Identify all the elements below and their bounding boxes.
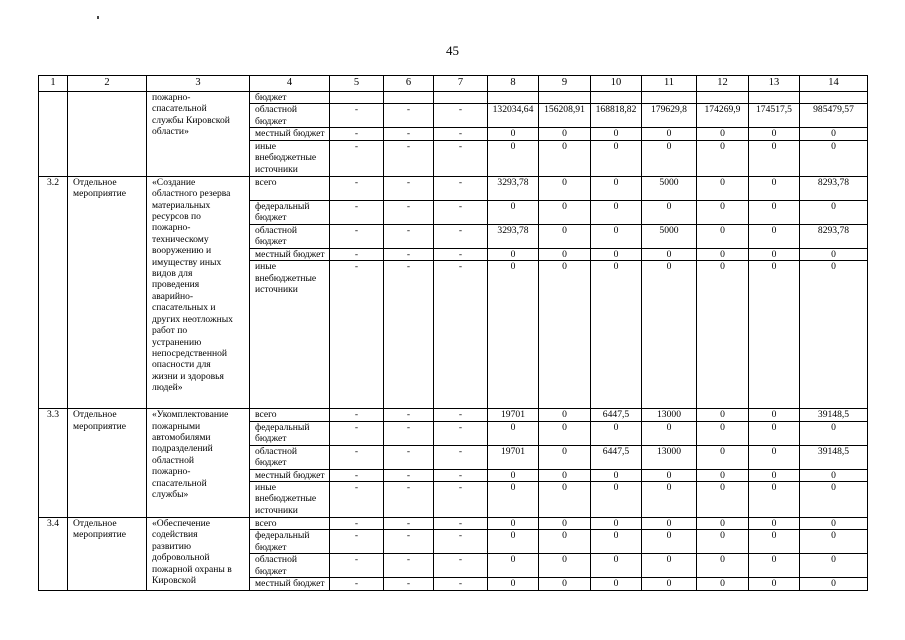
value-cell: -	[434, 469, 488, 481]
value-cell: 0	[697, 248, 749, 260]
column-header: 6	[384, 76, 434, 92]
funding-source: бюджет	[250, 92, 330, 104]
value-cell: 0	[800, 469, 868, 481]
value-cell: 0	[642, 554, 697, 578]
value-cell: 0	[488, 554, 539, 578]
value-cell: 0	[697, 578, 749, 590]
value-cell: 39148,5	[800, 445, 868, 469]
value-cell: 8293,78	[800, 176, 868, 200]
budget-table	[38, 75, 868, 591]
value-cell: 0	[697, 261, 749, 409]
value-cell: 0	[800, 200, 868, 224]
value-cell: 0	[800, 578, 868, 590]
value-cell: 0	[697, 176, 749, 200]
value-cell: 0	[539, 224, 591, 248]
value-cell	[591, 92, 642, 104]
value-cell: -	[434, 140, 488, 176]
value-cell: 19701	[488, 409, 539, 421]
value-cell: -	[330, 482, 384, 518]
header-row	[39, 76, 868, 92]
value-cell: 0	[697, 445, 749, 469]
value-cell: 0	[488, 518, 539, 530]
value-cell	[539, 92, 591, 104]
funding-source: областной бюджет	[250, 554, 330, 578]
table-row	[39, 176, 868, 200]
value-cell: -	[434, 176, 488, 200]
value-cell	[642, 92, 697, 104]
value-cell: 0	[591, 554, 642, 578]
value-cell: 0	[591, 140, 642, 176]
value-cell: 0	[642, 200, 697, 224]
value-cell: 0	[488, 482, 539, 518]
column-header: 5	[330, 76, 384, 92]
value-cell: -	[330, 248, 384, 260]
value-cell: 0	[749, 445, 800, 469]
value-cell: 132034,64	[488, 104, 539, 128]
value-cell: -	[384, 554, 434, 578]
value-cell: 0	[749, 409, 800, 421]
value-cell: -	[384, 176, 434, 200]
value-cell: -	[434, 200, 488, 224]
value-cell: 0	[642, 421, 697, 445]
funding-source: федеральный бюджет	[250, 530, 330, 554]
value-cell: -	[434, 128, 488, 140]
value-cell: 156208,91	[539, 104, 591, 128]
column-header: 14	[800, 76, 868, 92]
value-cell: -	[434, 104, 488, 128]
value-cell: -	[384, 248, 434, 260]
value-cell: 179629,8	[642, 104, 697, 128]
value-cell: 3293,78	[488, 176, 539, 200]
value-cell: 0	[539, 248, 591, 260]
value-cell: 0	[488, 421, 539, 445]
value-cell: 0	[800, 518, 868, 530]
value-cell: 0	[488, 261, 539, 409]
value-cell: -	[384, 128, 434, 140]
column-header: 8	[488, 76, 539, 92]
value-cell: -	[384, 518, 434, 530]
value-cell: 0	[539, 200, 591, 224]
value-cell: 0	[800, 482, 868, 518]
value-cell: 0	[642, 518, 697, 530]
value-cell: 0	[697, 518, 749, 530]
row-number: 3.2	[39, 176, 68, 408]
table-row	[39, 518, 868, 530]
value-cell: -	[434, 554, 488, 578]
value-cell: -	[384, 482, 434, 518]
event-name: «Укомплектование пожарными автомобилями подразделений областной пожарно- спасательной службы»	[147, 409, 250, 518]
value-cell: -	[384, 224, 434, 248]
value-cell: 0	[539, 421, 591, 445]
value-cell: -	[384, 261, 434, 409]
value-cell: 0	[539, 482, 591, 518]
value-cell: -	[384, 578, 434, 590]
value-cell: -	[330, 421, 384, 445]
value-cell: -	[434, 445, 488, 469]
value-cell: 13000	[642, 409, 697, 421]
value-cell	[697, 92, 749, 104]
column-header: 13	[749, 76, 800, 92]
value-cell: 985479,57	[800, 104, 868, 128]
funding-source: областной бюджет	[250, 445, 330, 469]
table-row	[39, 92, 868, 104]
value-cell: -	[330, 445, 384, 469]
value-cell: 0	[591, 128, 642, 140]
value-cell: 0	[697, 409, 749, 421]
value-cell: 6447,5	[591, 445, 642, 469]
value-cell: 0	[488, 248, 539, 260]
value-cell: 13000	[642, 445, 697, 469]
value-cell: -	[384, 140, 434, 176]
value-cell: 0	[591, 261, 642, 409]
value-cell: 3293,78	[488, 224, 539, 248]
value-cell: 0	[488, 140, 539, 176]
value-cell: 0	[697, 421, 749, 445]
value-cell: -	[434, 518, 488, 530]
funding-source: местный бюджет	[250, 128, 330, 140]
value-cell: 8293,78	[800, 224, 868, 248]
value-cell: -	[434, 248, 488, 260]
value-cell: 0	[539, 530, 591, 554]
value-cell: 0	[488, 530, 539, 554]
value-cell: 0	[642, 482, 697, 518]
value-cell: -	[434, 530, 488, 554]
value-cell: 0	[800, 421, 868, 445]
value-cell: 168818,82	[591, 104, 642, 128]
value-cell: -	[434, 409, 488, 421]
value-cell: -	[330, 140, 384, 176]
value-cell: 6447,5	[591, 409, 642, 421]
funding-source: иные внебюджетные источники	[250, 482, 330, 518]
column-header: 1	[39, 76, 68, 92]
value-cell: 0	[642, 261, 697, 409]
value-cell: 0	[591, 578, 642, 590]
value-cell: -	[384, 445, 434, 469]
value-cell: -	[330, 518, 384, 530]
event-type: Отдельное мероприятие	[68, 518, 147, 591]
event-name: пожарно- спасательной службы Кировской области»	[147, 92, 250, 177]
value-cell: -	[384, 469, 434, 481]
value-cell: 0	[591, 518, 642, 530]
funding-source: всего	[250, 518, 330, 530]
value-cell: 0	[591, 482, 642, 518]
value-cell: 0	[800, 554, 868, 578]
value-cell: 0	[539, 518, 591, 530]
value-cell: 0	[591, 421, 642, 445]
value-cell: 0	[697, 128, 749, 140]
column-header: 4	[250, 76, 330, 92]
value-cell: 0	[749, 518, 800, 530]
value-cell: -	[330, 469, 384, 481]
value-cell: 0	[697, 554, 749, 578]
value-cell: 0	[591, 530, 642, 554]
column-header: 3	[147, 76, 250, 92]
value-cell: 0	[749, 482, 800, 518]
value-cell: 0	[749, 176, 800, 200]
value-cell: 0	[697, 140, 749, 176]
row-number: 3.4	[39, 518, 68, 591]
column-header: 12	[697, 76, 749, 92]
funding-source: областной бюджет	[250, 224, 330, 248]
value-cell: 0	[749, 128, 800, 140]
funding-source: всего	[250, 409, 330, 421]
value-cell: 0	[697, 469, 749, 481]
value-cell: -	[330, 104, 384, 128]
value-cell: 0	[539, 409, 591, 421]
value-cell: 0	[749, 248, 800, 260]
value-cell: -	[434, 261, 488, 409]
value-cell: 0	[749, 140, 800, 176]
value-cell	[330, 92, 384, 104]
value-cell: 5000	[642, 176, 697, 200]
value-cell: 0	[749, 578, 800, 590]
value-cell: 0	[488, 469, 539, 481]
value-cell: 0	[539, 140, 591, 176]
value-cell: 174517,5	[749, 104, 800, 128]
value-cell: 0	[539, 128, 591, 140]
column-header: 2	[68, 76, 147, 92]
funding-source: федеральный бюджет	[250, 200, 330, 224]
table-row	[39, 409, 868, 421]
value-cell	[434, 92, 488, 104]
value-cell: 0	[749, 554, 800, 578]
value-cell: 174269,9	[697, 104, 749, 128]
value-cell: 0	[591, 176, 642, 200]
value-cell: 0	[800, 248, 868, 260]
value-cell: -	[434, 578, 488, 590]
value-cell: 0	[749, 261, 800, 409]
value-cell: -	[330, 128, 384, 140]
value-cell: 0	[642, 578, 697, 590]
value-cell: 0	[642, 469, 697, 481]
funding-source: местный бюджет	[250, 578, 330, 590]
value-cell: -	[330, 530, 384, 554]
value-cell: 0	[591, 224, 642, 248]
value-cell: 0	[642, 530, 697, 554]
value-cell: -	[330, 176, 384, 200]
page-number: 45	[446, 43, 459, 58]
value-cell: 5000	[642, 224, 697, 248]
value-cell: 0	[800, 530, 868, 554]
value-cell: -	[434, 421, 488, 445]
value-cell: 0	[591, 248, 642, 260]
funding-source: всего	[250, 176, 330, 200]
value-cell: 0	[749, 469, 800, 481]
value-cell: 0	[591, 200, 642, 224]
value-cell: 0	[749, 530, 800, 554]
value-cell	[384, 92, 434, 104]
value-cell: -	[384, 200, 434, 224]
value-cell: -	[384, 421, 434, 445]
value-cell	[800, 92, 868, 104]
value-cell	[749, 92, 800, 104]
funding-source: местный бюджет	[250, 469, 330, 481]
value-cell: 0	[697, 224, 749, 248]
value-cell: 0	[488, 578, 539, 590]
event-name: «Создание областного резерва материальных ресурсов по пожарно- техническому вооружению и имуществу иных видов для проведения аварийно- спасательных и других неотложных работ по устранению непосредственной опасности для жизни и здоровья людей»	[147, 176, 250, 408]
value-cell: -	[384, 530, 434, 554]
row-number	[39, 92, 68, 177]
column-header: 11	[642, 76, 697, 92]
value-cell: 0	[539, 261, 591, 409]
value-cell: 0	[539, 554, 591, 578]
value-cell: 0	[697, 200, 749, 224]
value-cell: 0	[800, 128, 868, 140]
value-cell: 0	[488, 128, 539, 140]
event-name: «Обеспечение содействия развитию добровольной пожарной охраны в Кировской	[147, 518, 250, 591]
value-cell: -	[330, 409, 384, 421]
value-cell: -	[384, 409, 434, 421]
value-cell: 0	[539, 445, 591, 469]
value-cell	[488, 92, 539, 104]
value-cell: 19701	[488, 445, 539, 469]
value-cell: 0	[591, 469, 642, 481]
value-cell: 0	[749, 224, 800, 248]
scan-speck	[97, 16, 99, 19]
value-cell: 0	[749, 421, 800, 445]
value-cell: -	[330, 261, 384, 409]
value-cell: -	[330, 554, 384, 578]
event-type: Отдельное мероприятие	[68, 409, 147, 518]
funding-source: областной бюджет	[250, 104, 330, 128]
value-cell: 0	[642, 128, 697, 140]
event-type: Отдельное мероприятие	[68, 176, 147, 408]
value-cell: -	[434, 482, 488, 518]
funding-source: федеральный бюджет	[250, 421, 330, 445]
value-cell: -	[330, 200, 384, 224]
funding-source: иные внебюджетные источники	[250, 261, 330, 409]
funding-source: местный бюджет	[250, 248, 330, 260]
value-cell: 0	[697, 482, 749, 518]
column-header: 10	[591, 76, 642, 92]
value-cell: -	[330, 224, 384, 248]
funding-source: иные внебюджетные источники	[250, 140, 330, 176]
value-cell: 0	[642, 248, 697, 260]
row-number: 3.3	[39, 409, 68, 518]
value-cell: 0	[800, 140, 868, 176]
value-cell: 0	[539, 469, 591, 481]
value-cell: -	[434, 224, 488, 248]
value-cell: 0	[539, 176, 591, 200]
value-cell: -	[384, 104, 434, 128]
column-header: 9	[539, 76, 591, 92]
value-cell: 0	[539, 578, 591, 590]
value-cell: 0	[642, 140, 697, 176]
value-cell: 0	[749, 200, 800, 224]
value-cell: -	[330, 578, 384, 590]
value-cell: 0	[488, 200, 539, 224]
event-type	[68, 92, 147, 177]
value-cell: 0	[800, 261, 868, 409]
value-cell: 39148,5	[800, 409, 868, 421]
column-header: 7	[434, 76, 488, 92]
value-cell: 0	[697, 530, 749, 554]
